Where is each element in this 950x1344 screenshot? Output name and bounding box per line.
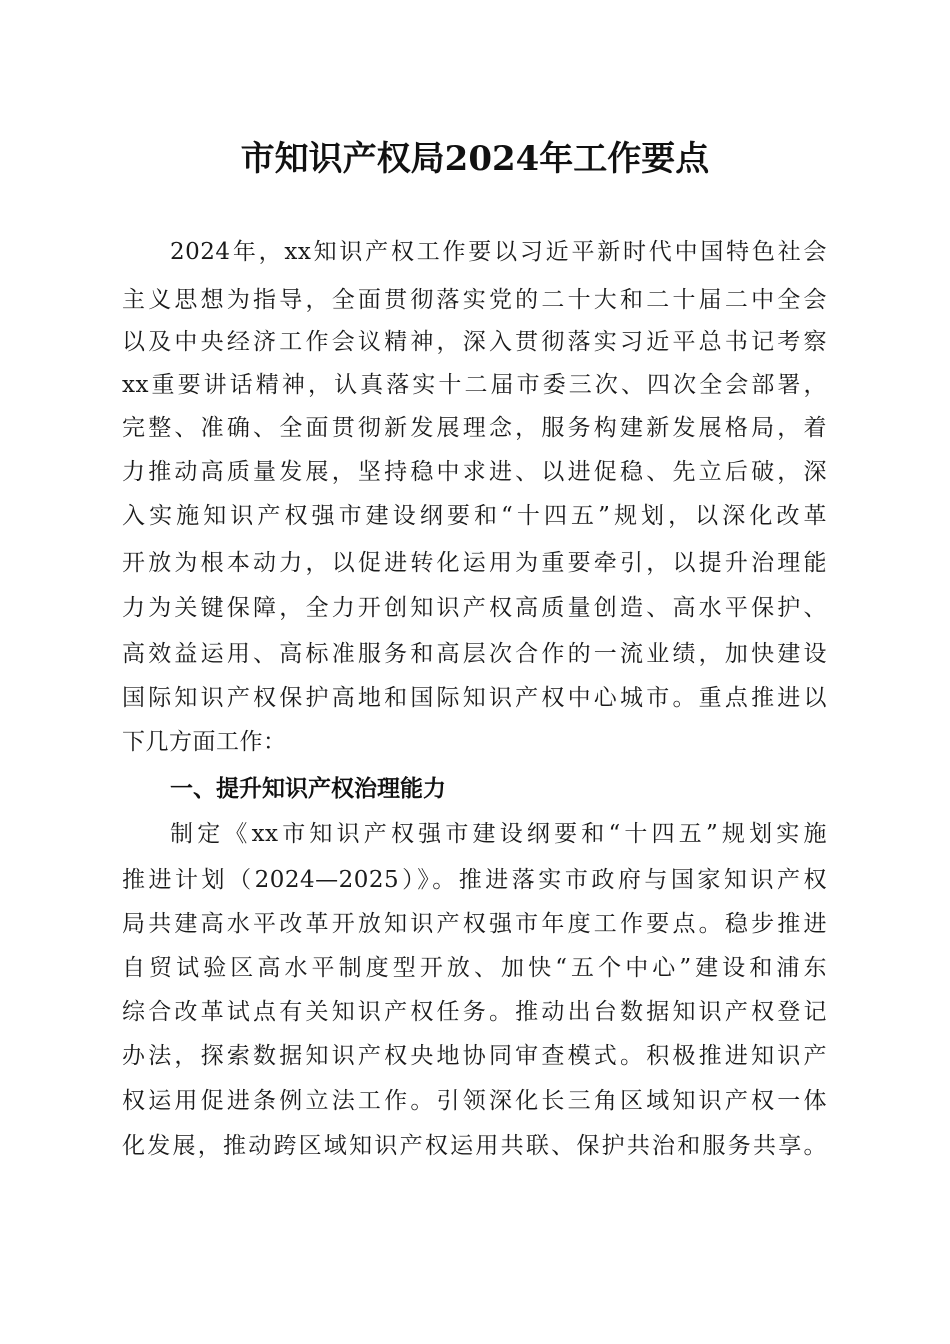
section-line: 推进计划（2024—2025）》。推进落实市政府与国家知识产权	[122, 867, 827, 893]
intro-line: 入实施知识产权强市建设纲要和“十四五”规划，以深化改革	[122, 503, 827, 529]
section-line: 综合改革试点有关知识产权任务。推动出台数据知识产权登记	[122, 999, 827, 1025]
section-heading: 一、提升知识产权治理能力	[170, 776, 446, 802]
intro-line: 国际知识产权保护高地和国际知识产权中心城市。重点推进以	[122, 685, 827, 711]
section-line: 办法，探索数据知识产权央地协同审查模式。积极推进知识产	[122, 1043, 827, 1069]
section-line: 权运用促进条例立法工作。引领深化长三角区域知识产权一体	[122, 1088, 827, 1114]
section-line: 制定《xx市知识产权强市建设纲要和“十四五”规划实施	[170, 821, 827, 847]
intro-line: 以及中央经济工作会议精神，深入贯彻落实习近平总书记考察	[122, 329, 827, 355]
intro-line: 完整、准确、全面贯彻新发展理念，服务构建新发展格局，着	[122, 415, 827, 441]
intro-line: 2024年，xx知识产权工作要以习近平新时代中国特色社会	[170, 239, 827, 265]
intro-line: xx重要讲话精神，认真落实十二届市委三次、四次全会部署，	[122, 372, 827, 398]
section-line: 局共建高水平改革开放知识产权强市年度工作要点。稳步推进	[122, 911, 827, 937]
section-line: 自贸试验区高水平制度型开放、加快“五个中心”建设和浦东	[122, 955, 827, 981]
intro-line: 主义思想为指导，全面贯彻落实党的二十大和二十届二中全会	[122, 287, 827, 313]
intro-line: 力为关键保障，全力开创知识产权高质量创造、高水平保护、	[122, 595, 827, 621]
document-title: 市知识产权局2024年工作要点	[240, 139, 710, 179]
section-line: 化发展，推动跨区域知识产权运用共联、保护共治和服务共享。	[122, 1133, 827, 1159]
intro-line: 高效益运用、高标准服务和高层次合作的一流业绩，加快建设	[122, 641, 827, 667]
intro-line: 下几方面工作：	[122, 729, 287, 755]
intro-line: 开放为根本动力，以促进转化运用为重要牵引，以提升治理能	[122, 550, 827, 576]
intro-line: 力推动高质量发展，坚持稳中求进、以进促稳、先立后破，深	[122, 459, 827, 485]
